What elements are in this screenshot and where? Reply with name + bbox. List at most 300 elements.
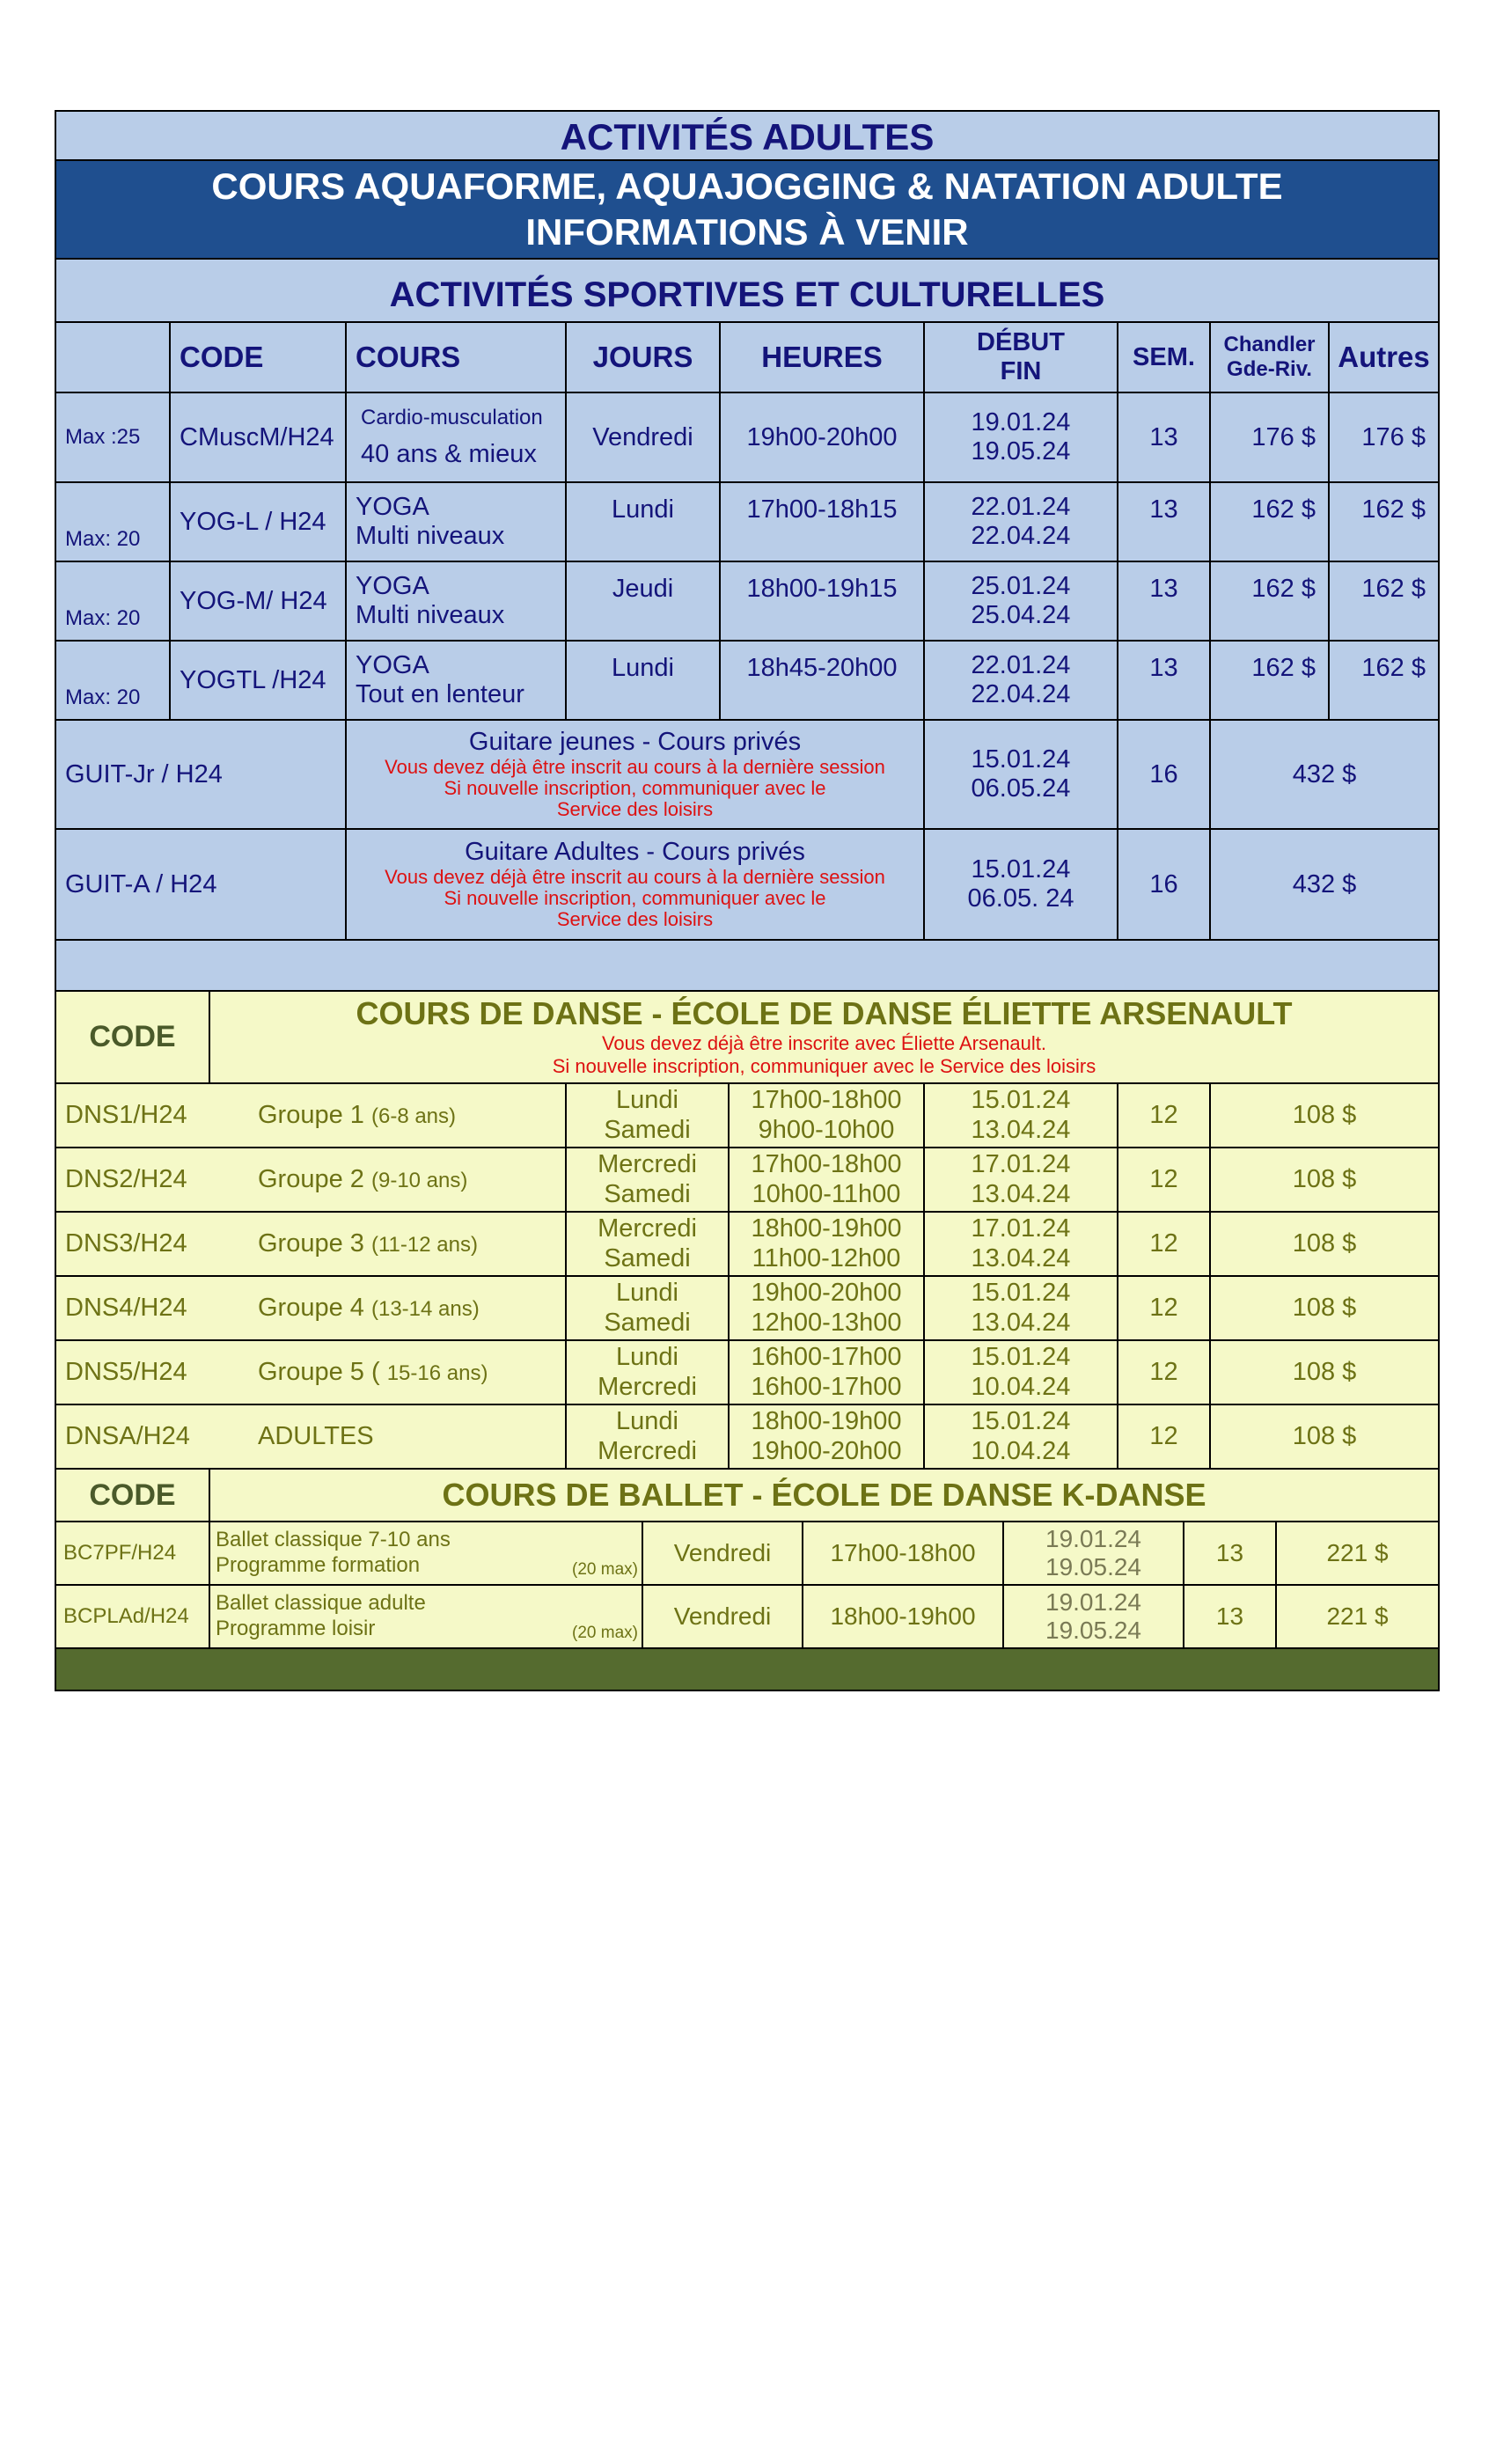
end-date: 06.05.24	[971, 774, 1071, 803]
spacer-row	[56, 941, 1438, 992]
end-date: 13.04.24	[971, 1179, 1071, 1208]
code-cell	[171, 642, 347, 719]
hours-text: 17h00-18h00	[751, 1086, 902, 1115]
code-text: YOG-L / H24	[180, 507, 326, 536]
enrollment-note: Service des loisirs	[556, 798, 714, 821]
group-name: Groupe 2	[258, 1165, 364, 1193]
end-date: 13.04.24	[971, 1243, 1071, 1272]
code-text: GUIT-Jr / H24	[65, 759, 223, 788]
header-gde-riv-text: Gde-Riv.	[1227, 357, 1312, 381]
weeks-cell	[1184, 1522, 1277, 1584]
dance-note: Si nouvelle inscription, communiquer avec le Service des loisirs	[552, 1055, 1096, 1078]
hours-text: 16h00-17h00	[751, 1343, 902, 1372]
page-title	[55, 110, 1440, 161]
day-text: Lundi	[616, 1279, 678, 1308]
table-row	[56, 393, 1438, 483]
day-cell	[567, 1277, 730, 1339]
hours-text: 19h00-20h00	[746, 422, 898, 451]
start-date: 25.01.24	[971, 571, 1071, 600]
day-text: Lundi	[612, 495, 674, 524]
day-text: Lundi	[616, 1407, 678, 1436]
max-cell	[56, 642, 171, 719]
weeks-text: 13	[1149, 654, 1178, 682]
day-cell	[567, 642, 721, 719]
ballet-rows	[56, 1522, 1438, 1649]
start-date: 15.01.24	[971, 1279, 1071, 1308]
code-cell	[56, 1586, 210, 1647]
dates-cell	[925, 1341, 1118, 1404]
header-fin-text: FIN	[1000, 357, 1042, 385]
day-text: Vendredi	[592, 422, 693, 451]
table-row	[56, 830, 1438, 941]
start-date: 17.01.24	[971, 1150, 1071, 1179]
dance-title-cell	[210, 992, 1438, 1082]
course-name: YOGA	[356, 492, 429, 521]
price-cell	[1211, 1148, 1438, 1211]
hours-cell	[730, 1213, 925, 1275]
price-other: 176 $	[1361, 422, 1426, 451]
age-range: (13-14 ans)	[370, 1297, 480, 1321]
sports-title	[55, 260, 1440, 323]
weeks-cell	[1118, 1341, 1211, 1404]
day-cell	[567, 1084, 730, 1147]
ballet-code-label-text: CODE	[89, 1478, 176, 1512]
ballet-header	[56, 1470, 1438, 1522]
price-cell	[1211, 1213, 1438, 1275]
day-text: Samedi	[604, 1308, 691, 1337]
course-cell	[347, 830, 925, 939]
weeks-cell	[1118, 1084, 1211, 1147]
header-cours	[347, 323, 567, 392]
dance-title: COURS DE DANSE - ÉCOLE DE DANSE ÉLIETTE ARSENAULT	[356, 995, 1293, 1031]
course-cell	[210, 1586, 643, 1647]
max-cell	[56, 483, 171, 561]
dance-note: Vous devez déjà être inscrite avec Éliette Arsenault.	[601, 1032, 1047, 1054]
code-text: CMuscM/H24	[180, 422, 334, 451]
start-date: 22.01.24	[971, 650, 1071, 679]
price-text: 432 $	[1292, 759, 1357, 788]
price-cell	[1211, 830, 1438, 939]
price-chandler-cell	[1211, 483, 1330, 561]
start-date: 19.01.24	[1045, 1588, 1141, 1616]
weeks-text: 12	[1149, 1358, 1178, 1386]
spacer-cell	[56, 941, 1438, 990]
course-cell	[210, 1522, 643, 1584]
dates-cell	[925, 562, 1118, 640]
table-row	[56, 1522, 1438, 1586]
end-date: 25.04.24	[971, 601, 1071, 629]
hours-text: 17h00-18h00	[830, 1539, 976, 1566]
code-text: YOG-M/ H24	[180, 586, 327, 615]
day-text: Samedi	[604, 1243, 691, 1272]
course-name: Guitare Adultes - Cours privés	[465, 837, 805, 866]
max-text: Max :25	[65, 425, 141, 449]
course-name: Ballet classique adulte	[216, 1591, 426, 1616]
day-text: Jeudi	[612, 575, 674, 603]
dance-code-group-cell	[56, 1213, 567, 1275]
dates-cell	[925, 721, 1118, 828]
table-row	[56, 1277, 1438, 1341]
day-cell	[643, 1522, 803, 1584]
price-chandler-cell	[1211, 642, 1330, 719]
day-text: Mercredi	[598, 1372, 697, 1401]
price-text: 221 $	[1326, 1602, 1389, 1630]
start-date: 15.01.24	[971, 1407, 1071, 1436]
price-chandler-cell	[1211, 562, 1330, 640]
course-cell	[347, 642, 567, 719]
price-chandler-cell	[1211, 393, 1330, 481]
header-jours	[567, 323, 721, 392]
hours-text: 18h45-20h00	[746, 654, 898, 682]
price-other: 162 $	[1361, 575, 1426, 603]
weeks-text: 13	[1149, 575, 1178, 603]
start-date: 15.01.24	[971, 1086, 1071, 1115]
weeks-cell	[1184, 1586, 1277, 1647]
enrollment-note: Vous devez déjà être inscrit au cours à la dernière session	[385, 865, 885, 888]
hours-text: 12h00-13h00	[751, 1308, 902, 1337]
hours-text: 18h00-19h00	[830, 1602, 976, 1630]
weeks-text: 12	[1149, 1229, 1178, 1258]
price-cell	[1211, 1405, 1438, 1468]
weeks-cell	[1118, 393, 1211, 481]
table-row	[56, 1213, 1438, 1277]
hours-cell	[721, 562, 925, 640]
code-text: DNS2/H24	[65, 1165, 187, 1193]
price-chandler: 162 $	[1251, 575, 1316, 603]
enrollment-note: Service des loisirs	[556, 908, 714, 931]
code-cell	[56, 721, 347, 828]
day-cell	[567, 1405, 730, 1468]
hours-cell	[730, 1341, 925, 1404]
weeks-text: 12	[1149, 1101, 1178, 1129]
day-text: Mercredi	[598, 1436, 697, 1465]
code-text: DNS5/H24	[65, 1358, 187, 1386]
day-cell	[567, 483, 721, 561]
weeks-text: 12	[1149, 1165, 1178, 1193]
day-text: Mercredi	[598, 1150, 697, 1179]
day-text: Samedi	[604, 1179, 691, 1208]
day-text: Lundi	[616, 1086, 678, 1115]
hours-cell	[803, 1586, 1004, 1647]
price-cell	[1211, 1277, 1438, 1339]
course-name: YOGA	[356, 571, 429, 600]
dates-cell	[925, 483, 1118, 561]
ballet-title: COURS DE BALLET - ÉCOLE DE DANSE K-DANSE	[442, 1477, 1206, 1513]
course-detail: Multi niveaux	[356, 601, 505, 629]
day-cell	[567, 1213, 730, 1275]
dates-cell	[925, 393, 1118, 481]
course-name: Guitare jeunes - Cours privés	[468, 727, 802, 756]
dance-code-label	[56, 992, 210, 1082]
course-cell	[347, 393, 567, 481]
max-text: (20 max)	[572, 1560, 638, 1580]
group-name: Groupe 1	[258, 1101, 364, 1129]
code-text: GUIT-A / H24	[65, 869, 217, 898]
end-date: 19.05.24	[971, 437, 1071, 466]
dates-cell	[925, 1213, 1118, 1275]
max-cell	[56, 393, 171, 481]
weeks-cell	[1118, 483, 1211, 561]
course-name: YOGA	[356, 650, 429, 679]
course-detail: Tout en lenteur	[356, 680, 524, 708]
course-name: Cardio-musculation	[361, 405, 543, 429]
price-other: 162 $	[1361, 495, 1426, 524]
price-cell	[1277, 1586, 1438, 1647]
hours-text: 17h00-18h00	[751, 1150, 902, 1179]
max-text: Max: 20	[65, 606, 141, 630]
schedule-sheet	[55, 110, 1440, 1691]
hours-text: 16h00-17h00	[751, 1372, 902, 1401]
hours-text: 10h00-11h00	[752, 1179, 901, 1208]
dance-rows	[56, 1084, 1438, 1470]
header-sem	[1118, 323, 1211, 392]
end-date: 22.04.24	[971, 522, 1071, 550]
weeks-cell	[1118, 1277, 1211, 1339]
sports-title-text: ACTIVITÉS SPORTIVES ET CULTURELLES	[389, 275, 1105, 314]
price-other-cell	[1330, 562, 1438, 640]
enrollment-note: Si nouvelle inscription, communiquer avec le	[444, 886, 826, 909]
weeks-cell	[1118, 1213, 1211, 1275]
start-date: 15.01.24	[971, 1343, 1071, 1372]
enrollment-note: Vous devez déjà être inscrit au cours à la dernière session	[385, 755, 885, 778]
hours-text: 18h00-19h15	[746, 575, 898, 603]
price-text: 108 $	[1292, 1358, 1357, 1386]
course-detail: Multi niveaux	[356, 522, 505, 550]
dates-cell	[925, 642, 1118, 719]
price-chandler: 176 $	[1251, 422, 1316, 451]
hours-cell	[803, 1522, 1004, 1584]
aqua-title: COURS AQUAFORME, AQUAJOGGING & NATATION ADULTE	[211, 165, 1283, 207]
sports-column-headers	[56, 323, 1438, 393]
course-cell	[347, 721, 925, 828]
price-cell	[1211, 1341, 1438, 1404]
hours-cell	[730, 1148, 925, 1211]
code-cell	[56, 1522, 210, 1584]
price-text: 108 $	[1292, 1294, 1357, 1322]
day-text: Vendredi	[673, 1602, 772, 1630]
course-detail: Programme formation	[216, 1553, 421, 1577]
age-range: (6-8 ans)	[370, 1104, 457, 1128]
weeks-cell	[1118, 562, 1211, 640]
header-sem-text: SEM.	[1133, 342, 1195, 371]
start-date: 19.01.24	[971, 407, 1071, 436]
weeks-cell	[1118, 1148, 1211, 1211]
end-date: 13.04.24	[971, 1308, 1071, 1337]
code-text: BCPLAd/H24	[63, 1604, 189, 1628]
code-text: DNS4/H24	[65, 1294, 187, 1322]
dates-cell	[1004, 1586, 1184, 1647]
course-name: Ballet classique 7-10 ans	[216, 1528, 451, 1552]
table-row	[56, 1084, 1438, 1148]
code-text: DNS1/H24	[65, 1101, 187, 1129]
dance-code-label-text: CODE	[89, 1020, 176, 1053]
dance-code-group-cell	[56, 1341, 567, 1404]
hours-cell	[730, 1277, 925, 1339]
price-cell	[1211, 1084, 1438, 1147]
dance-code-group-cell	[56, 1148, 567, 1211]
weeks-cell	[1118, 721, 1211, 828]
day-cell	[567, 1148, 730, 1211]
max-text: Max: 20	[65, 686, 141, 709]
day-cell	[567, 562, 721, 640]
dates-cell	[925, 1405, 1118, 1468]
hours-cell	[721, 483, 925, 561]
end-date: 22.04.24	[971, 680, 1071, 708]
dance-code-group-cell	[56, 1277, 567, 1339]
hours-cell	[721, 393, 925, 481]
weeks-cell	[1118, 830, 1211, 939]
group-name: Groupe 4	[258, 1294, 364, 1322]
header-cours-text: COURS	[356, 341, 461, 373]
table-row	[56, 721, 1438, 830]
weeks-text: 13	[1149, 495, 1178, 524]
table-row	[56, 1341, 1438, 1405]
table-row	[56, 562, 1438, 642]
header-debut-text: DÉBUT	[977, 327, 1065, 356]
start-date: 19.01.24	[1045, 1524, 1141, 1552]
code-cell	[171, 483, 347, 561]
header-chandler	[1211, 323, 1330, 392]
weeks-text: 12	[1149, 1422, 1178, 1450]
day-text: Lundi	[612, 654, 674, 682]
table-row	[56, 483, 1438, 562]
aqua-banner	[55, 161, 1440, 260]
page-title-text: ACTIVITÉS ADULTES	[560, 116, 935, 158]
code-cell	[171, 562, 347, 640]
header-code	[171, 323, 347, 392]
end-date: 10.04.24	[971, 1372, 1071, 1401]
code-text: YOGTL /H24	[180, 665, 326, 694]
hours-text: 18h00-19h00	[751, 1214, 902, 1243]
header-chandler-text: Chandler	[1223, 333, 1316, 357]
group-name: Groupe 3	[258, 1229, 364, 1258]
hours-text: 17h00-18h15	[746, 495, 898, 524]
code-text: BC7PF/H24	[63, 1541, 177, 1565]
sports-table	[55, 323, 1440, 992]
weeks-text: 16	[1149, 759, 1178, 788]
day-cell	[567, 1341, 730, 1404]
price-text: 108 $	[1292, 1229, 1357, 1258]
weeks-cell	[1118, 1405, 1211, 1468]
group-name: Groupe 5 (	[258, 1358, 380, 1386]
price-text: 108 $	[1292, 1101, 1357, 1129]
price-text: 108 $	[1292, 1422, 1357, 1450]
max-cell	[56, 562, 171, 640]
day-text: Lundi	[616, 1343, 678, 1372]
hours-cell	[730, 1084, 925, 1147]
dates-cell	[925, 830, 1118, 939]
age-range: 15-16 ans)	[386, 1361, 488, 1385]
price-other-cell	[1330, 642, 1438, 719]
header-jours-text: JOURS	[592, 341, 693, 373]
end-date: 19.05.24	[1045, 1617, 1141, 1644]
price-cell	[1277, 1522, 1438, 1584]
hours-text: 18h00-19h00	[751, 1407, 902, 1436]
end-date: 19.05.24	[1045, 1553, 1141, 1580]
price-other-cell	[1330, 483, 1438, 561]
weeks-text: 13	[1215, 1539, 1244, 1566]
code-cell	[56, 830, 347, 939]
group-name: ADULTES	[258, 1422, 374, 1450]
ballet-code-label	[56, 1470, 210, 1521]
code-text: DNS3/H24	[65, 1229, 187, 1258]
dates-cell	[925, 1148, 1118, 1211]
table-row	[56, 1405, 1438, 1470]
end-date: 06.05. 24	[967, 884, 1074, 913]
weeks-text: 13	[1149, 422, 1178, 451]
table-row	[56, 1586, 1438, 1649]
header-debut-fin	[925, 323, 1118, 392]
age-range: (11-12 ans)	[370, 1233, 478, 1257]
day-text: Vendredi	[673, 1539, 772, 1566]
dance-table	[55, 992, 1440, 1649]
course-detail: 40 ans & mieux	[361, 440, 537, 469]
code-text: DNSA/H24	[65, 1422, 190, 1450]
course-detail: Programme loisir	[216, 1617, 376, 1640]
hours-cell	[721, 642, 925, 719]
start-date: 15.01.24	[971, 854, 1071, 884]
header-heures	[721, 323, 925, 392]
dance-header	[56, 992, 1438, 1084]
max-text: (20 max)	[572, 1624, 638, 1643]
price-text: 221 $	[1326, 1539, 1389, 1566]
price-chandler: 162 $	[1251, 654, 1316, 682]
max-text: Max: 20	[65, 527, 141, 551]
hours-cell	[730, 1405, 925, 1468]
table-row	[56, 1148, 1438, 1213]
weeks-text: 13	[1215, 1602, 1244, 1630]
start-date: 22.01.24	[971, 492, 1071, 521]
start-date: 17.01.24	[971, 1214, 1071, 1243]
ballet-title-cell	[210, 1470, 1438, 1521]
header-autres-text: Autres	[1338, 341, 1430, 373]
dance-code-group-cell	[56, 1084, 567, 1147]
dates-cell	[1004, 1522, 1184, 1584]
day-cell	[643, 1586, 803, 1647]
hours-text: 19h00-20h00	[751, 1279, 902, 1308]
price-text: 432 $	[1292, 869, 1357, 898]
weeks-text: 16	[1149, 869, 1178, 898]
aqua-subtitle: INFORMATIONS À VENIR	[525, 211, 969, 253]
header-max	[56, 323, 171, 392]
hours-text: 11h00-12h00	[752, 1243, 901, 1272]
price-text: 108 $	[1292, 1165, 1357, 1193]
day-cell	[567, 393, 721, 481]
end-date: 10.04.24	[971, 1436, 1071, 1465]
weeks-text: 12	[1149, 1294, 1178, 1322]
header-heures-text: HEURES	[761, 341, 883, 373]
day-text: Samedi	[604, 1115, 691, 1144]
day-text: Mercredi	[598, 1214, 697, 1243]
course-cell	[347, 562, 567, 640]
footer-bar	[55, 1649, 1440, 1691]
hours-text: 19h00-20h00	[751, 1436, 902, 1465]
dates-cell	[925, 1084, 1118, 1147]
header-autres	[1330, 323, 1438, 392]
end-date: 13.04.24	[971, 1115, 1071, 1144]
enrollment-note: Si nouvelle inscription, communiquer avec le	[444, 776, 826, 799]
header-code-text: CODE	[180, 341, 264, 373]
price-other-cell	[1330, 393, 1438, 481]
price-other: 162 $	[1361, 654, 1426, 682]
price-cell	[1211, 721, 1438, 828]
start-date: 15.01.24	[971, 744, 1071, 774]
hours-text: 9h00-10h00	[758, 1115, 895, 1144]
weeks-cell	[1118, 642, 1211, 719]
course-cell	[347, 483, 567, 561]
code-cell	[171, 393, 347, 481]
price-chandler: 162 $	[1251, 495, 1316, 524]
